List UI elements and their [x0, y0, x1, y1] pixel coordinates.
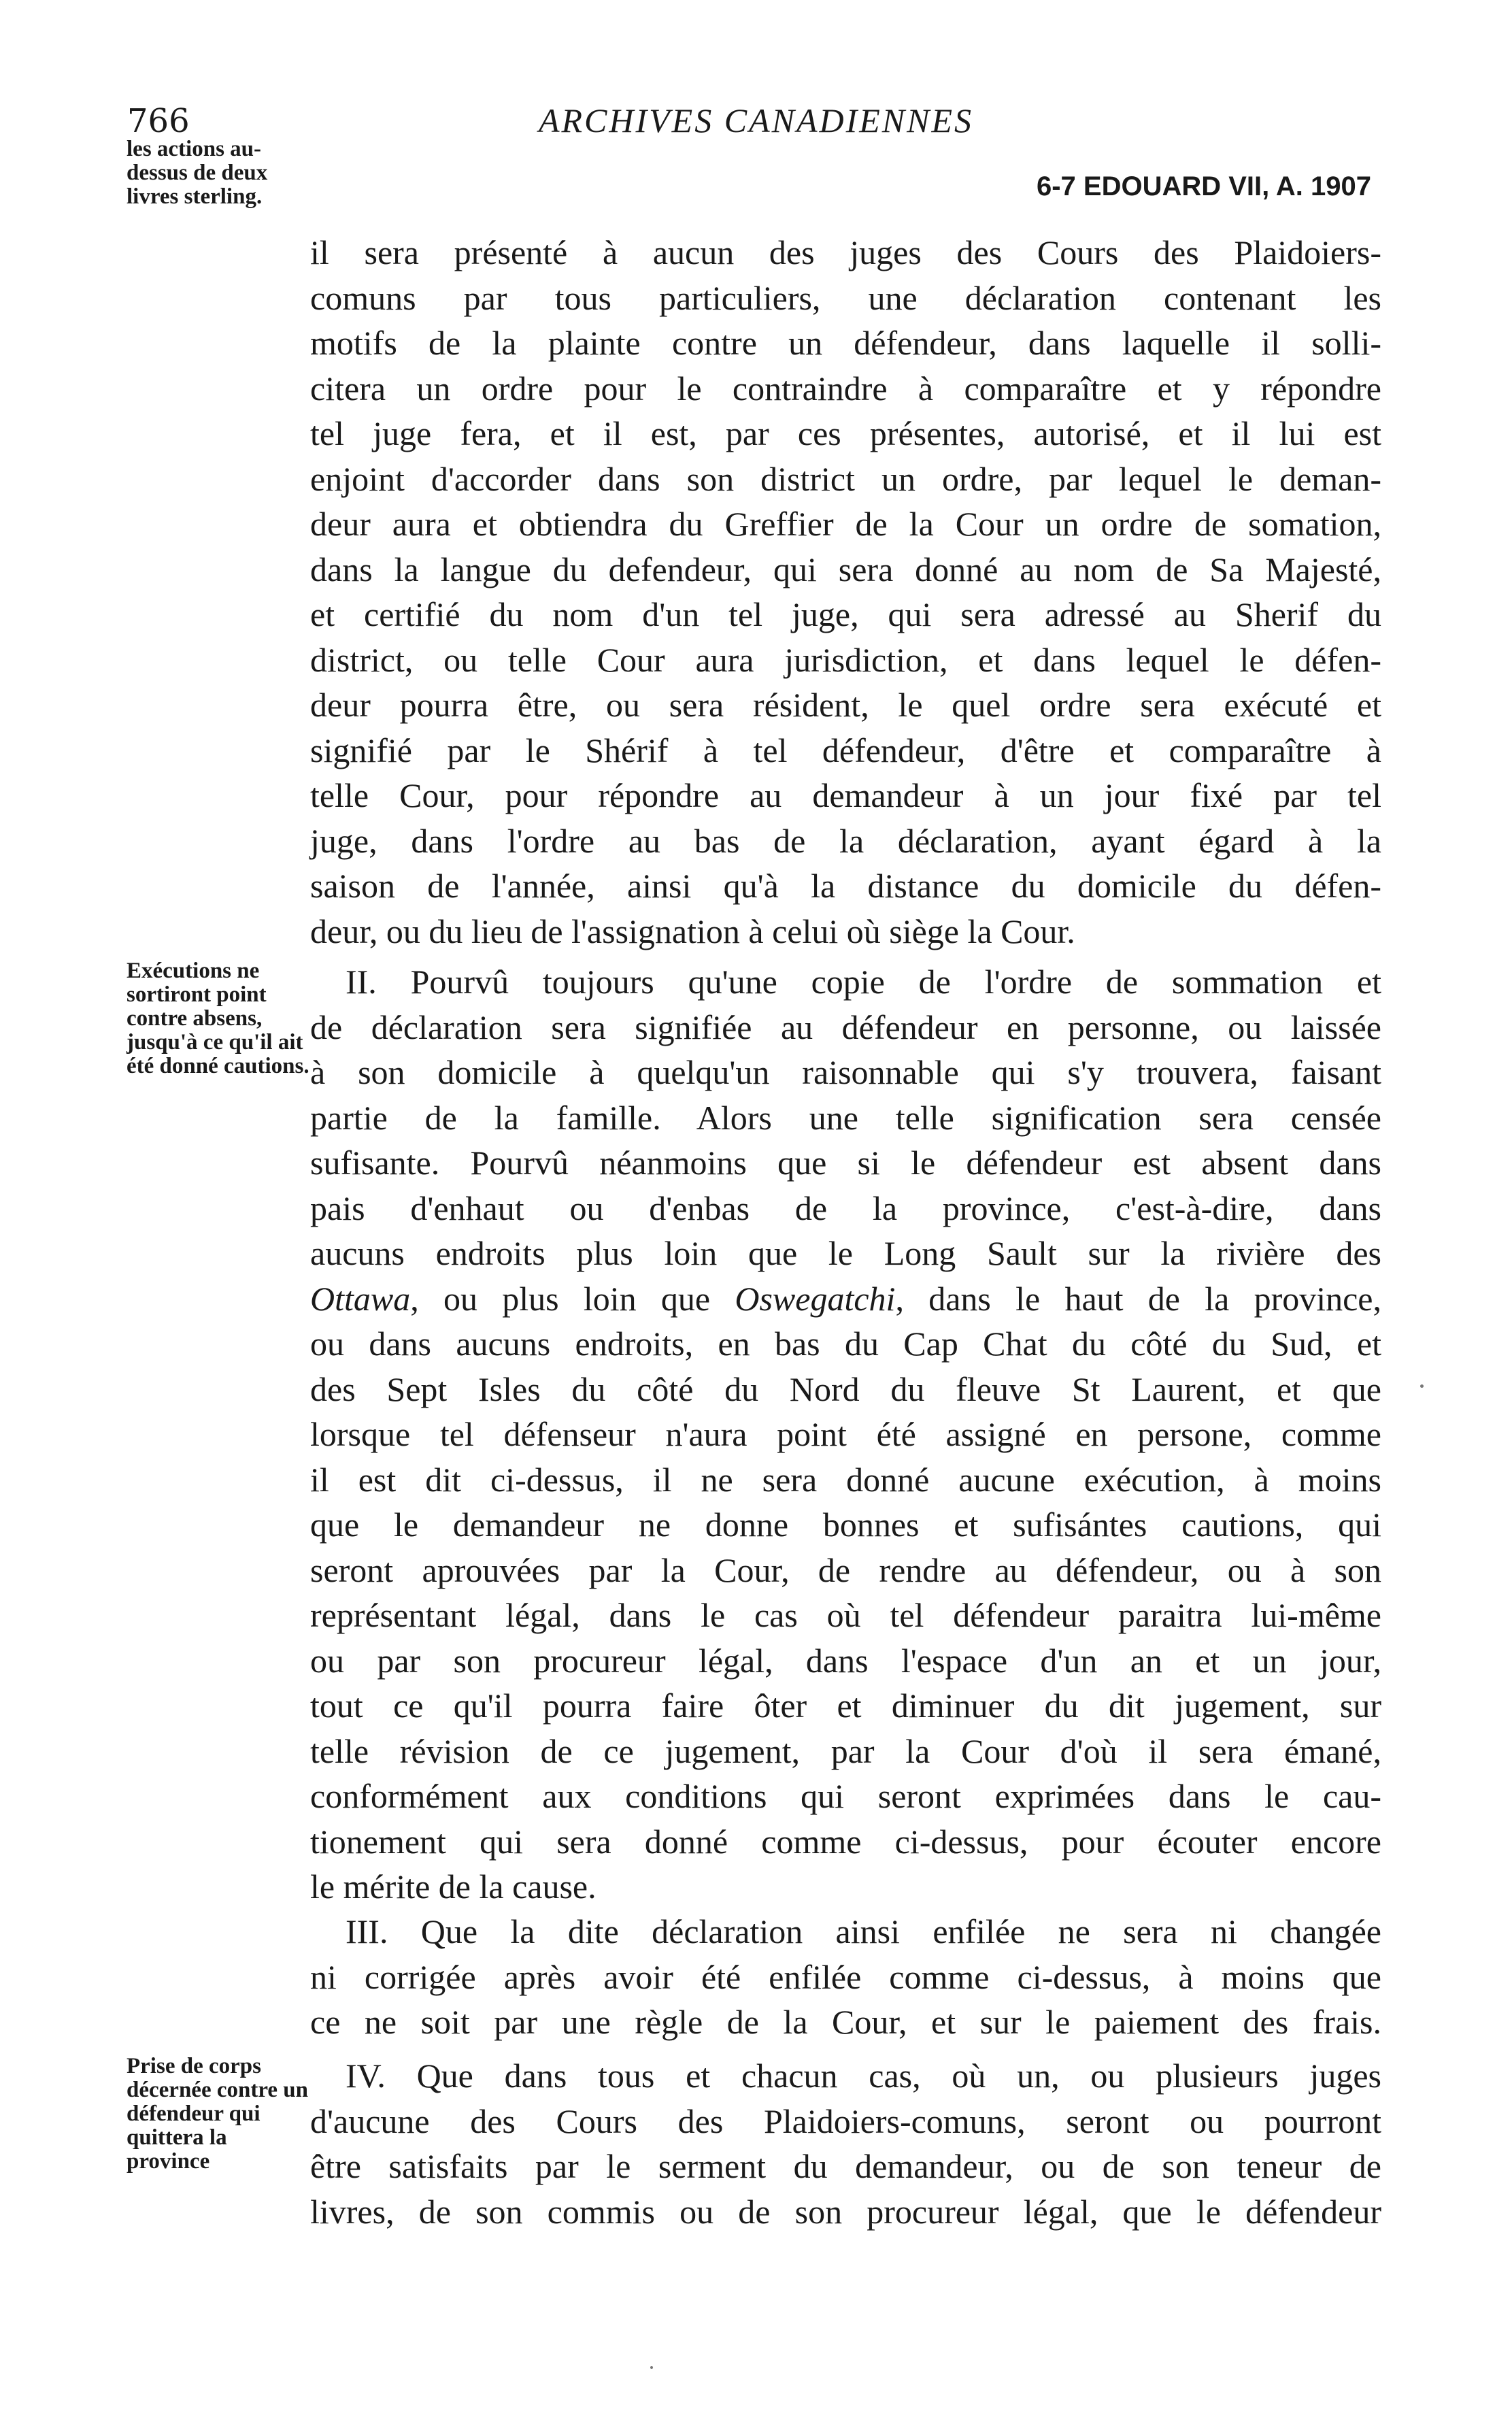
text-line: juge, dans l'ordre au bas de la déclaration, ayant égard à la: [310, 821, 1381, 860]
text-line: telle révision de ce jugement, par la Cour d'où il sera émané,: [310, 1731, 1381, 1770]
margin-note: les actions au-dessus de deux livres sterling.: [127, 137, 268, 209]
text-line: II. Pourvû toujours qu'une copie de l'ordre de sommation et: [346, 963, 1381, 1001]
text-line: à son domicile à quelqu'un raisonnable qui s'y trouvera, faisant: [310, 1053, 1381, 1091]
text-line: de déclaration sera signifiée au défendeur en personne, ou laissée: [310, 1008, 1381, 1046]
text-line: livres, de son commis ou de son procureur légal, que le défendeur: [310, 2192, 1381, 2231]
text-line: être satisfaits par le serment du demandeur, ou de son teneur de: [310, 2147, 1381, 2185]
text-line: que le demandeur ne donne bonnes et sufisántes cautions, qui: [310, 1506, 1381, 1544]
text-line: III. Que la dite déclaration ainsi enfilée ne sera ni changée: [346, 1912, 1381, 1950]
text-line: ce ne soit par une règle de la Cour, et sur le paiement des frais.: [310, 2003, 1381, 2041]
text-line: tel juge fera, et il est, par ces présentes, autorisé, et il lui est: [310, 414, 1381, 452]
running-title: ARCHIVES CANADIENNES: [538, 101, 974, 139]
text-line: district, ou telle Cour aura jurisdiction, et dans lequel le défen-: [310, 640, 1381, 679]
text-line: et certifié du nom d'un tel juge, qui sera adressé au Sherif du: [310, 595, 1381, 633]
text-line-with-italics: Ottawa, ou plus loin que Oswegatchi, dans le haut de la province,: [310, 1279, 1382, 1318]
text-line: des Sept Isles du côté du Nord du fleuve St Laurent, et que: [310, 1369, 1381, 1408]
page-number: 766: [127, 102, 190, 140]
text-line: deur, ou du lieu de l'assignation à celui où siège la Cour.: [310, 912, 1075, 950]
scan-speck: [650, 2366, 653, 2369]
text-line: deur aura et obtiendra du Greffier de la Cour un ordre de somation,: [310, 505, 1381, 543]
text-line: conformément aux conditions qui seront exprimées dans le cau-: [310, 1777, 1381, 1815]
paragraph-section-4: [310, 2053, 1381, 2234]
text-line: deur pourra être, ou sera résident, le quel ordre sera exécuté et: [310, 686, 1381, 724]
text-line: comuns par tous particuliers, une déclaration contenant les: [310, 278, 1381, 317]
paragraph-continuation: [310, 230, 1381, 954]
text-line: il sera présenté à aucun des juges des Cours des Plaidoiers-: [310, 233, 1381, 271]
paragraph-section-2: [310, 959, 1381, 1910]
text-line: motifs de la plainte contre un défendeur, dans laquelle il solli-: [310, 324, 1381, 362]
session-label: 6-7 EDOUARD VII, A. 1907: [1036, 171, 1371, 201]
text-line: partie de la famille. Alors une telle signification sera censée: [310, 1098, 1381, 1137]
text-line: tout ce qu'il pourra faire ôter et diminuer du dit jugement, sur: [310, 1687, 1381, 1725]
margin-note: Prise de corps décernée contre un défendeur qui quittera la province: [127, 2054, 308, 2174]
text-line: ou par son procureur légal, dans l'espace d'un an et un jour,: [310, 1641, 1381, 1680]
text-line: il est dit ci-dessus, il ne sera donné aucune exécution, à moins: [310, 1460, 1381, 1499]
text-line: seront aprouvées par la Cour, de rendre au défendeur, ou à son: [310, 1550, 1381, 1589]
text-line: le mérite de la cause.: [310, 1867, 597, 1906]
scan-speck: [1420, 1384, 1424, 1388]
text-line: représentant légal, dans le cas où tel défendeur paraitra lui-même: [310, 1596, 1381, 1634]
text-line: IV. Que dans tous et chacun cas, où un, ou plusieurs juges: [346, 2057, 1381, 2095]
paragraph-section-3: [310, 1909, 1381, 2045]
text-line: ou dans aucuns endroits, en bas du Cap Chat du côté du Sud, et: [310, 1325, 1381, 1363]
text-line: pais d'enhaut ou d'enbas de la province, c'est-à-dire, dans: [310, 1189, 1381, 1227]
text-line: dans la langue du defendeur, qui sera donné au nom de Sa Majesté,: [310, 550, 1381, 588]
text-line: d'aucune des Cours des Plaidoiers-comuns, seront ou pourront: [310, 2101, 1381, 2140]
text-line: tionement qui sera donné comme ci-dessus, pour écouter encore: [310, 1822, 1381, 1861]
text-line: sufisante. Pourvû néanmoins que si le défendeur est absent dans: [310, 1144, 1381, 1182]
text-line: enjoint d'accorder dans son district un ordre, par lequel le deman-: [310, 459, 1381, 498]
margin-note: Exécutions ne sortiront point contre absens, jusqu'à ce qu'il ait été donné cautions.: [127, 959, 309, 1078]
text-line: telle Cour, pour répondre au demandeur à un jour fixé par tel: [310, 776, 1381, 814]
text-line: aucuns endroits plus loin que le Long Sault sur la rivière des: [310, 1234, 1381, 1272]
text-line: saison de l'année, ainsi qu'à la distance du domicile du défen-: [310, 867, 1381, 905]
text-line: citera un ordre pour le contraindre à comparaître et y répondre: [310, 369, 1381, 408]
text-line: lorsque tel défenseur n'aura point été assigné en persone, comme: [310, 1415, 1381, 1453]
text-line: signifié par le Shérif à tel défendeur, d'être et comparaître à: [310, 731, 1381, 769]
text-line: ni corrigée après avoir été enfilée comme ci-dessus, à moins que: [310, 1957, 1381, 1996]
